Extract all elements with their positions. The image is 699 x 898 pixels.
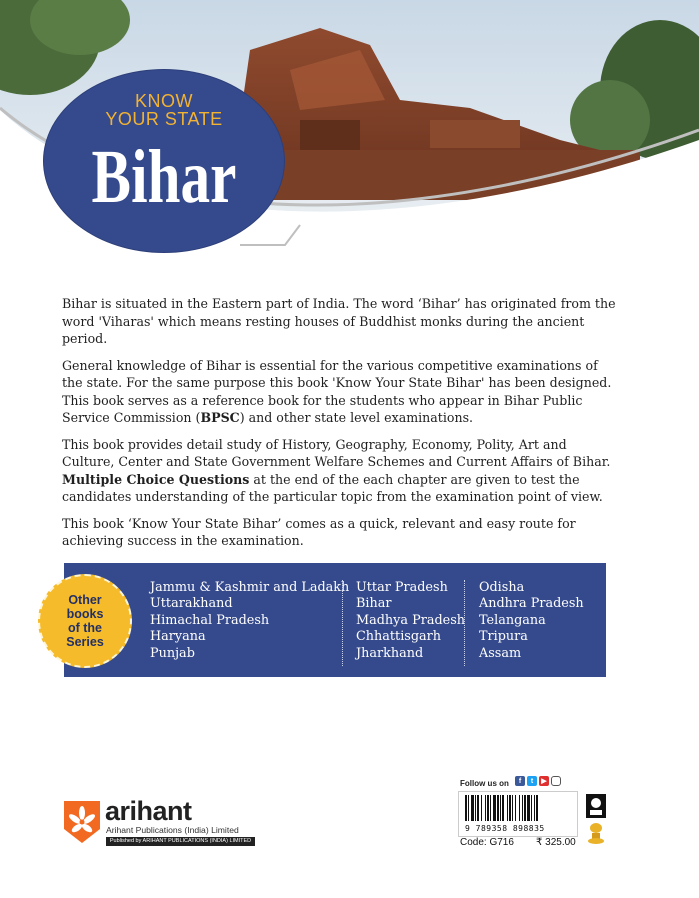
follow-us-label: Follow us on [460, 779, 509, 788]
barcode-bar [519, 795, 520, 821]
barcode-bar [527, 795, 530, 821]
barcode-bars [459, 792, 577, 822]
series-column-3 [479, 580, 584, 662]
series-item: Uttar Pradesh [356, 580, 448, 595]
series-column-2 [356, 580, 465, 662]
publisher-wordmark: arihant [105, 796, 192, 826]
price: ₹ 325.00 [536, 837, 576, 848]
barcode-bar [534, 795, 535, 821]
barcode-bar [481, 795, 482, 821]
series-item: Haryana [150, 629, 206, 645]
series-item: Madhya Pradesh [356, 612, 466, 628]
blurb-paragraph-3: This book provides detail study of History, Geography, Economy, Polity, Art and Culture, Center and State Government Welfare Schemes and Current Affairs of Bihar. Multiple Choice Questions at the end of the each chapter are given to test the candidates understanding of the particular topic from the examination point of view. [62, 436, 611, 504]
series-line-2: YOUR STATE [105, 109, 223, 129]
twitter-icon[interactable]: t [527, 776, 537, 786]
emblem-icon [586, 794, 606, 818]
barcode-bar [477, 795, 479, 821]
barcode-bar [512, 795, 513, 821]
barcode-bar [468, 795, 469, 821]
series-item: Himachal Pradesh [150, 612, 270, 628]
barcode-bar [502, 795, 504, 821]
column-divider [342, 580, 343, 666]
barcode-bar [536, 795, 538, 821]
series-item: Assam [479, 645, 522, 661]
barcode-bar [490, 795, 491, 821]
blurb-paragraph-4: This book ‘Know Your State Bihar’ comes as a quick, relevant and easy route for achieving success in the examination. [62, 515, 576, 548]
series-item: Uttarakhand [150, 596, 233, 612]
instagram-icon[interactable] [551, 776, 561, 786]
series-item: Chhattisgarh [356, 629, 442, 645]
barcode-bar [509, 795, 511, 821]
barcode-bar [507, 795, 508, 821]
book-title: Bihar [91, 135, 237, 219]
barcode-bar [524, 795, 526, 821]
barcode-bar [497, 795, 499, 821]
column-divider [464, 580, 465, 666]
series-item: Bihar [356, 596, 392, 612]
blurb-paragraph-2: General knowledge of Bihar is essential for the various competitive examinations of the state. For the same purpose this book 'Know Your State Bihar' has been designed. This book serves as a reference book for the students who appear in Bihar Public Service Commission (BPSC) and other state level examinations. [62, 357, 612, 425]
barcode-bar [465, 795, 467, 821]
series-item: Odisha [479, 580, 525, 595]
blurb [62, 295, 618, 559]
facebook-icon[interactable]: f [515, 776, 525, 786]
barcode-bar [493, 795, 496, 821]
product-code: Code: G716 [460, 837, 514, 848]
barcode-bar [485, 795, 486, 821]
isbn-digits: 9 789358 898835 [465, 824, 545, 833]
series-item: Jammu & Kashmir and Ladakh [150, 580, 350, 595]
barcode-bar [487, 795, 489, 821]
series-column-1 [150, 580, 349, 662]
barcode-bar [475, 795, 476, 821]
barcode-bar [522, 795, 523, 821]
barcode-bar [471, 795, 474, 821]
lamp-icon [586, 820, 606, 846]
series-item: Punjab [150, 645, 195, 661]
series-line-1: KNOW [135, 91, 193, 111]
publisher-full-name: Arihant Publications (India) Limited [106, 825, 239, 835]
series-item: Tripura [479, 629, 528, 645]
barcode-bar [531, 795, 532, 821]
barcode-bar [500, 795, 501, 821]
series-item: Jharkhand [356, 645, 424, 661]
series-item: Telangana [479, 612, 546, 628]
series-item: Andhra Pradesh [479, 596, 584, 612]
series-badge: Other books of the Series [38, 574, 132, 668]
barcode-bar [515, 795, 516, 821]
published-by-strip: Published by ARIHANT PUBLICATIONS (INDIA) LIMITED [106, 837, 255, 846]
cover-hero [0, 0, 699, 260]
blurb-paragraph-1: Bihar is situated in the Eastern part of India. The word ‘Bihar’ has originated from the word 'Viharas' which means resting houses of Buddhist monks during the ancient period. [62, 296, 616, 346]
arihant-logo-icon [64, 801, 100, 843]
youtube-icon[interactable]: ▶ [539, 776, 549, 786]
